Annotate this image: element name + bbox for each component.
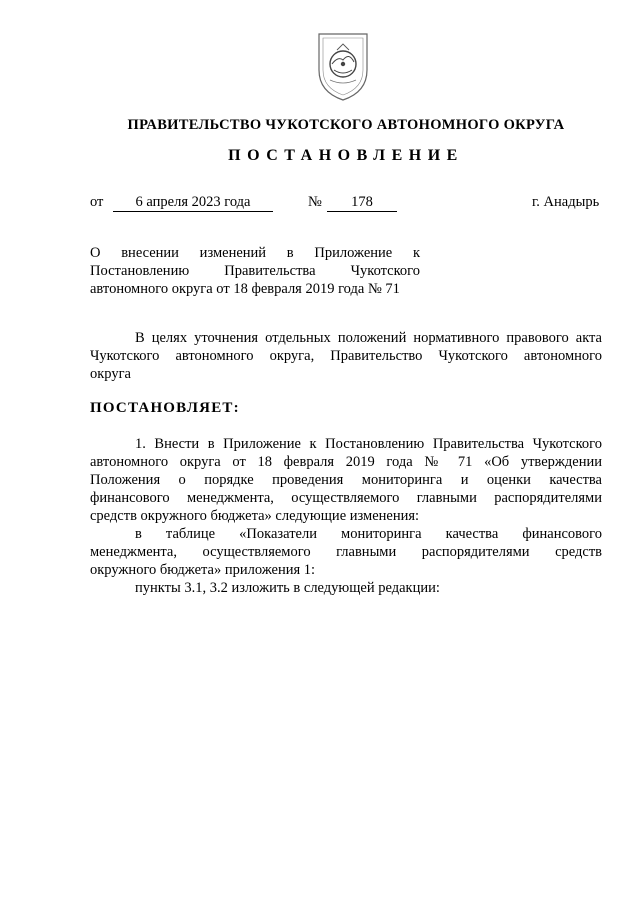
- body-line: средств окружного бюджета» следующие изменения:: [90, 508, 420, 524]
- subject-line: О внесении изменений в Приложение к: [90, 245, 420, 261]
- subject-line: Постановлению Правительства Чукотского: [90, 263, 420, 279]
- preamble-line: Чукотского автономного округа, Правительство Чукотского автономного: [90, 348, 602, 364]
- document-date: 6 апреля 2023 года: [113, 193, 273, 212]
- document-number: 178: [327, 193, 397, 212]
- city-label: г. Анадырь: [532, 194, 600, 210]
- document-kind-title: ПОСТАНОВЛЕНИЕ: [228, 147, 464, 164]
- subject-line: автономного округа от 18 февраля 2019 года № 71: [90, 281, 400, 297]
- body-line: окружного бюджета» приложения 1:: [90, 562, 316, 578]
- body-line: автономного округа от 18 февраля 2019 года № 71 «Об утверждении: [90, 454, 602, 470]
- number-label: №: [308, 194, 322, 210]
- resolves-heading: ПОСТАНОВЛЯЕТ:: [90, 400, 240, 416]
- body-line: менеджмента, осуществляемого главными распорядителями средств: [90, 544, 602, 560]
- coat-of-arms-icon: [313, 30, 373, 102]
- body-line: в таблице «Показатели мониторинга качества финансового: [135, 526, 602, 542]
- body-line: 1. Внести в Приложение к Постановлению Правительства Чукотского: [135, 436, 602, 452]
- body-line: Положения о порядке проведения мониторинга и оценки качества: [90, 472, 602, 488]
- preamble-line: В целях уточнения отдельных положений нормативного правового акта: [135, 330, 602, 346]
- body-line: финансового менеджмента, осуществляемого главными распорядителями: [90, 490, 602, 506]
- government-title: ПРАВИТЕЛЬСТВО ЧУКОТСКОГО АВТОНОМНОГО ОКРУГА: [127, 117, 565, 133]
- date-prefix-label: от: [90, 194, 104, 210]
- body-line: пункты 3.1, 3.2 изложить в следующей редакции:: [135, 580, 440, 596]
- preamble-line: округа: [90, 366, 131, 382]
